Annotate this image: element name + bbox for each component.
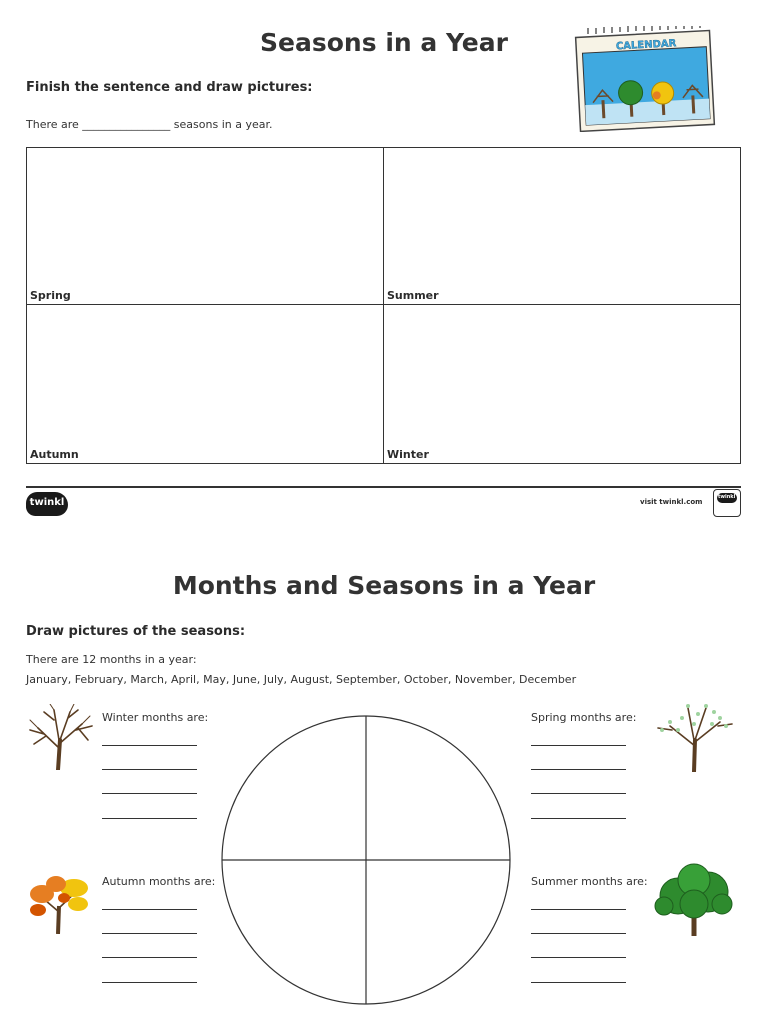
page-title: Seasons in a Year <box>260 28 508 57</box>
winter-months-label: Winter months are: <box>102 711 209 724</box>
autumn-label: Autumn <box>30 448 79 461</box>
instruction-text: Finish the sentence and draw pictures: <box>26 80 313 95</box>
footer-divider <box>26 486 741 488</box>
winter-box[interactable] <box>384 305 740 463</box>
summer-tree-image <box>652 862 736 936</box>
twinkl-logo-text: twinkl <box>29 497 65 508</box>
autumn-tree-icon <box>24 868 96 934</box>
summer-answer-line-3[interactable] <box>531 957 626 958</box>
summer-months-label: Summer months are: <box>531 875 648 888</box>
winter-answer-line-4[interactable] <box>102 818 197 819</box>
calendar-illustration <box>574 26 718 132</box>
calendar-icon <box>574 26 718 132</box>
autumn-months-label: Autumn months are: <box>102 875 216 888</box>
spring-tree-image <box>654 700 736 772</box>
badge-text: twinkl <box>718 494 736 500</box>
autumn-tree-image <box>24 868 96 934</box>
spring-months-label: Spring months are: <box>531 711 637 724</box>
quality-badge <box>713 489 741 517</box>
summer-answer-line-4[interactable] <box>531 982 626 983</box>
winter-answer-line-2[interactable] <box>102 769 197 770</box>
winter-label: Winter <box>387 448 429 461</box>
summer-answer-line-2[interactable] <box>531 933 626 934</box>
autumn-box[interactable] <box>27 305 384 463</box>
seasons-circle[interactable] <box>221 715 511 1005</box>
months-intro: There are 12 months in a year: <box>26 653 197 666</box>
summer-answer-line-1[interactable] <box>531 909 626 910</box>
summer-label: Summer <box>387 289 439 302</box>
sentence-end: seasons in a year. <box>173 118 273 131</box>
spring-answer-line-4[interactable] <box>531 818 626 819</box>
visit-link[interactable]: visit twinkl.com <box>640 498 703 506</box>
page2-title: Months and Seasons in a Year <box>172 571 596 600</box>
autumn-answer-line-1[interactable] <box>102 909 197 910</box>
blossom-tree-icon <box>654 700 736 772</box>
seasons-circle-diagram <box>221 715 511 1005</box>
sentence-start: There are <box>26 118 79 131</box>
spring-answer-line-2[interactable] <box>531 769 626 770</box>
autumn-answer-line-2[interactable] <box>102 933 197 934</box>
page2-instruction: Draw pictures of the seasons: <box>26 624 246 639</box>
autumn-answer-line-4[interactable] <box>102 982 197 983</box>
seasons-grid <box>26 147 741 464</box>
winter-answer-line-3[interactable] <box>102 793 197 794</box>
sentence-line <box>26 118 273 131</box>
winter-tree-image <box>24 704 96 770</box>
leafy-tree-icon <box>652 862 736 936</box>
spring-box[interactable] <box>27 148 384 305</box>
spring-label: Spring <box>30 289 71 302</box>
winter-answer-line-1[interactable] <box>102 745 197 746</box>
bare-tree-icon <box>24 704 96 770</box>
months-list: January, February, March, April, May, June, July, August, September, October, November, December <box>26 673 577 686</box>
twinkl-logo[interactable] <box>26 492 68 516</box>
autumn-answer-line-3[interactable] <box>102 957 197 958</box>
sentence-blank[interactable]: ________________ <box>82 118 171 131</box>
summer-box[interactable] <box>384 148 740 305</box>
calendar-label: CALENDAR <box>615 38 677 53</box>
spring-answer-line-1[interactable] <box>531 745 626 746</box>
spring-answer-line-3[interactable] <box>531 793 626 794</box>
